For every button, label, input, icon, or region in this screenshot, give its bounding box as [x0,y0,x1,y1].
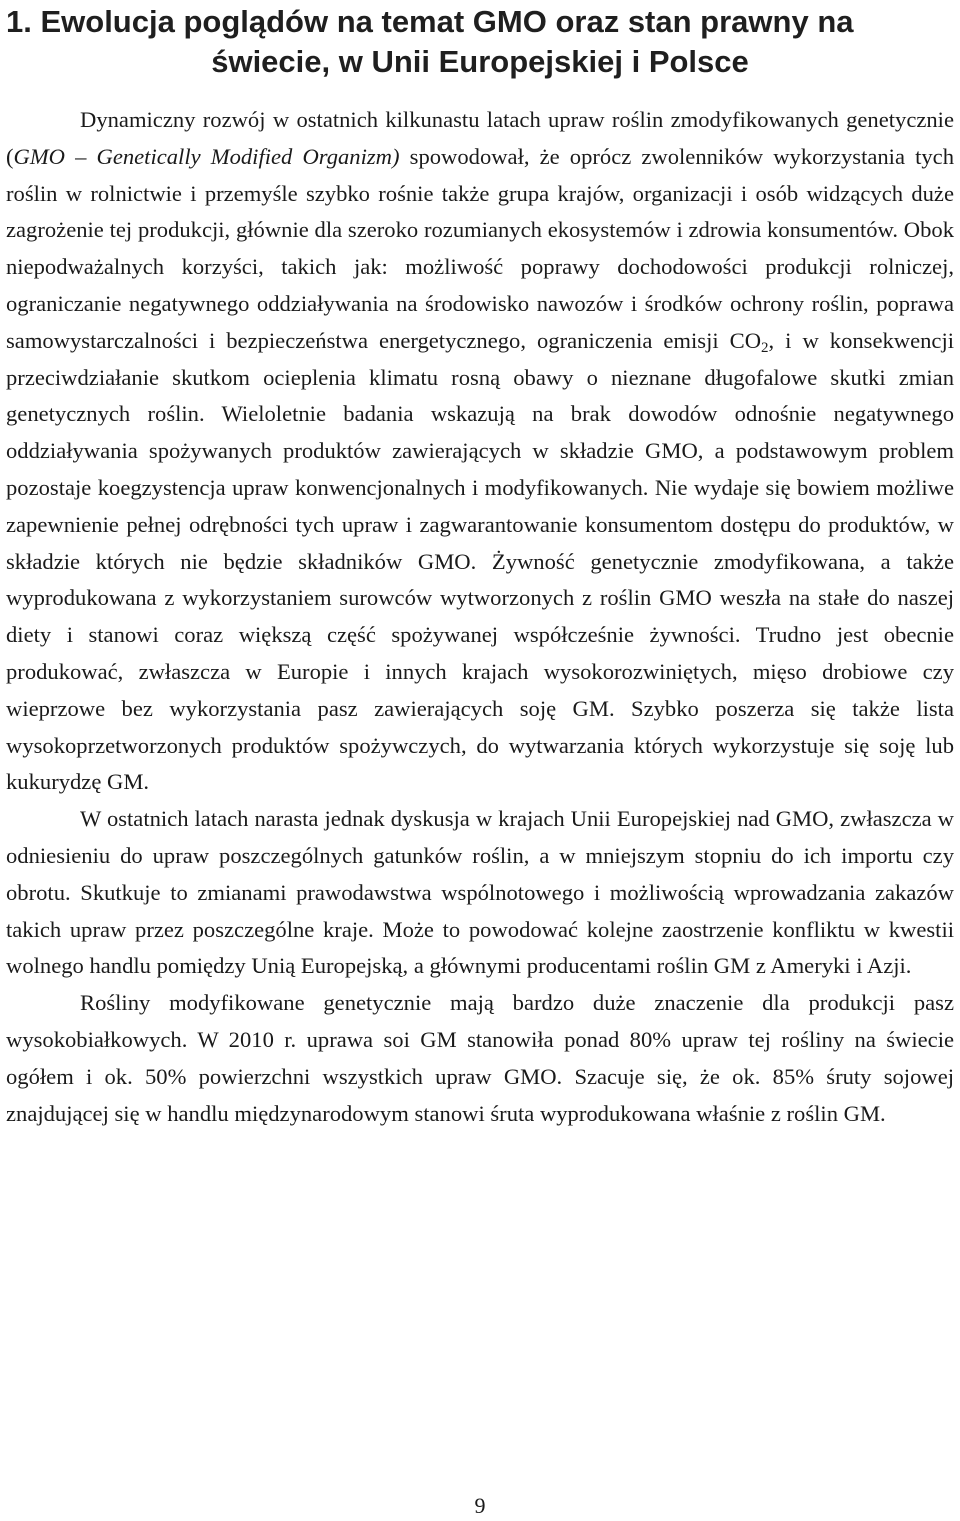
paragraph-1-text-b: spowodował, że oprócz zwolenników wykorzystania tych roślin w rolnictwie i przemyśle szybko rośnie także grupa krajów, organizacji i osób widzących duże zagrożenie tej produkcji, głównie dla szeroko rozumianych ekosystemów i zdrowia konsumentów. Obok niepodważalnych korzyści, takich jak: możliwość poprawy dochodowości produkcji rolniczej, ograniczanie negatywnego oddziaływania na środowisko nawozów i środków ochrony roślin, poprawa samowystarczalności i bezpieczeństwa energetycznego, ograniczenia emisji CO [6,143,954,353]
paragraph-1 [6,102,954,801]
paragraph-2: W ostatnich latach narasta jednak dyskusja w krajach Unii Europejskiej nad GMO, zwłaszcza w odniesieniu do upraw poszczególnych gatunków roślin, a w mniejszym stopniu do ich importu czy obrotu. Skutkuje to zmianami prawodawstwa wspólnotowego i możliwością wprowadzania zakazów takich upraw przez poszczególne kraje. Może to powodować kolejne zaostrzenie konfliktu w kwestii wolnego handlu pomiędzy Unią Europejską, a głównymi producentami roślin GM z Ameryki i Azji. [6,806,954,979]
chapter-heading-line-1: 1. Ewolucja poglądów na temat GMO oraz stan prawny na [6,4,854,39]
co2-subscript: 2 [761,339,769,356]
paragraph-1-text-c: , i w konsekwencji przeciwdziałanie skutkom ocieplenia klimatu rosną obawy o nieznane długofalowe skutki zmian genetycznych roślin. Wieloletnie badania wskazują na brak dowodów odnośnie negatywnego oddziaływania spożywanych produktów zawierających w składzie GMO, a podstawowym problem pozostaje koegzystencja upraw konwencjonalnych i modyfikowanych. Nie wydaje się bowiem możliwe zapewnienie pełnej odrębności tych upraw i zagwarantowanie konsumentom dostępu do produktów, w składzie których nie będzie składników GMO. Żywność genetycznie zmodyfikowana, a także wyprodukowana z wykorzystaniem surowców wytworzonych z roślin GMO weszła na stałe do naszej diety i stanowi coraz większą część spożywanej współcześnie żywności. Trudno jest obecnie produkować, zwłaszcza w Europie i innych krajach wysokorozwiniętych, mięso drobiowe czy wieprzowe bez wykorzystania pasz zawierających soję GM. Szybko poszerza się także lista wysokoprzetworzonych produktów spożywczych, do wytwarzania których wykorzystuje się soję lub kukurydzę GM. [6,327,955,795]
paragraph-3: Rośliny modyfikowane genetycznie mają bardzo duże znaczenie dla produkcji pasz wysokobiałkowych. W 2010 r. uprawa soi GM stanowiła ponad 80% upraw tej rośliny na świecie ogółem i ok. 50% powierzchni wszystkich upraw GMO. Szacuje się, że ok. 85% śruty sojowej znajdującej się w handlu międzynarodowym stanowi śruta wyprodukowana właśnie z roślin GM. [6,990,954,1126]
page-number: 9 [474,1493,486,1518]
paragraph-1-italic-term: GMO – Genetically Modified Organizm) [13,143,400,169]
paragraph-1-text-a: Dynamiczny rozwój w ostatnich kilkunastu latach upraw roślin zmodyfikowanych genetycznie ( [6,107,954,169]
document-page [6,0,954,1521]
chapter-heading [6,2,954,82]
chapter-heading-line-2: świecie, w Unii Europejskiej i Polsce [211,44,749,79]
